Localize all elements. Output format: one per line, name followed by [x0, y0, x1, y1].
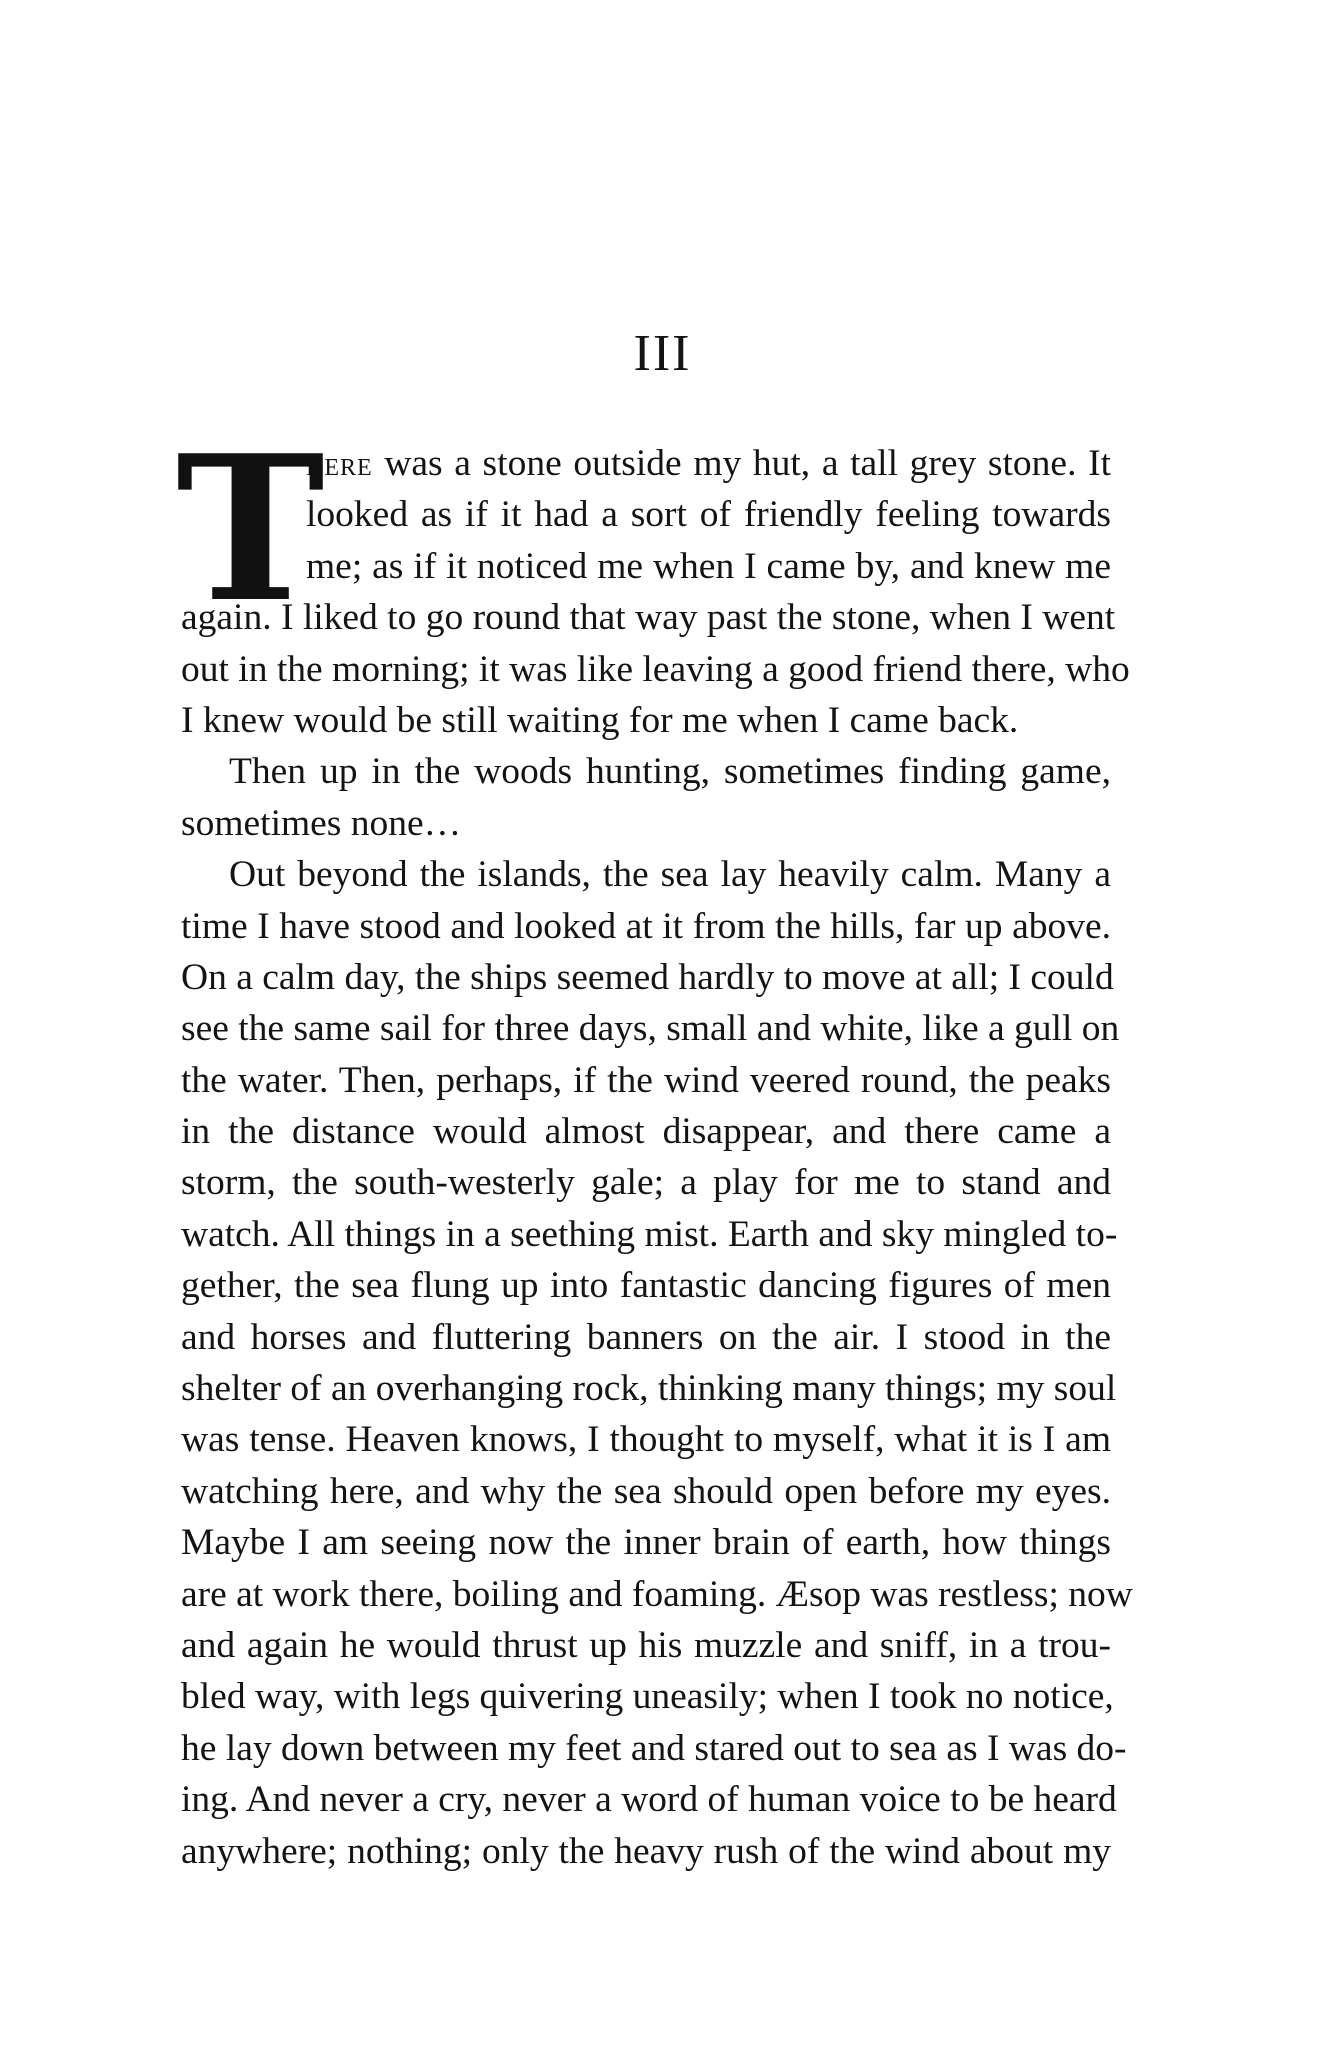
text-line: watching here, and why the sea should open before my eyes.	[181, 1470, 1111, 1512]
small-caps-opening: here	[306, 445, 373, 483]
chapter-heading: III	[633, 325, 692, 382]
line-text: was a stone outside my hut, a tall grey stone. It	[384, 443, 1111, 484]
text-line: the water. Then, perhaps, if the wind veered round, the peaks	[181, 1059, 1111, 1101]
text-line: see the same sail for three days, small and white, like a gull on	[181, 1008, 1120, 1050]
text-line: watch. All things in a seething mist. Earth and sky mingled to-	[181, 1213, 1118, 1255]
text-line: Out beyond the islands, the sea lay heavily calm. Many a	[229, 854, 1111, 896]
text-line: storm, the south-westerly gale; a play for me to stand and	[181, 1162, 1111, 1204]
text-line: On a calm day, the ships seemed hardly to move at all; I could	[181, 956, 1114, 998]
text-line: anywhere; nothing; only the heavy rush of the wind about my	[181, 1830, 1111, 1872]
text-line: ing. And never a cry, never a word of human voice to be heard	[181, 1779, 1117, 1821]
text-line: again. I liked to go round that way past the stone, when I went	[181, 597, 1116, 639]
text-line: bled way, with legs quivering uneasily; when I took no notice,	[181, 1676, 1114, 1718]
text-line: shelter of an overhanging rock, thinking many things; my soul	[181, 1368, 1117, 1410]
text-line: out in the morning; it was like leaving a good friend there, who	[181, 648, 1130, 690]
text-line: Then up in the woods hunting, sometimes finding game,	[229, 751, 1111, 793]
text-line: time I have stood and looked at it from the hills, far up above.	[181, 905, 1111, 947]
text-line: and again he would thrust up his muzzle and sniff, in a trou-	[181, 1624, 1111, 1666]
text-line: Maybe I am seeing now the inner brain of earth, how things	[181, 1522, 1111, 1564]
text-line: looked as if it had a sort of friendly feeling towards	[306, 494, 1111, 536]
text-line: he lay down between my feet and stared out to sea as I was do-	[181, 1727, 1127, 1769]
drop-cap-letter: T	[176, 412, 325, 647]
text-line: me; as if it noticed me when I came by, and knew me	[306, 545, 1111, 587]
text-line: sometimes none…	[181, 802, 462, 844]
text-line: are at work there, boiling and foaming. Æsop was restless; now	[181, 1573, 1133, 1615]
text-line: gether, the sea flung up into fantastic dancing figures of men	[181, 1265, 1111, 1307]
text-line: in the distance would almost disappear, and there came a	[181, 1111, 1111, 1153]
text-line: and horses and fluttering banners on the air. I stood in the	[181, 1316, 1111, 1358]
text-line: I knew would be still waiting for me when I came back.	[181, 699, 1019, 741]
body-text	[176, 412, 1133, 1877]
text-line: was tense. Heaven knows, I thought to myself, what it is I am	[181, 1419, 1111, 1461]
